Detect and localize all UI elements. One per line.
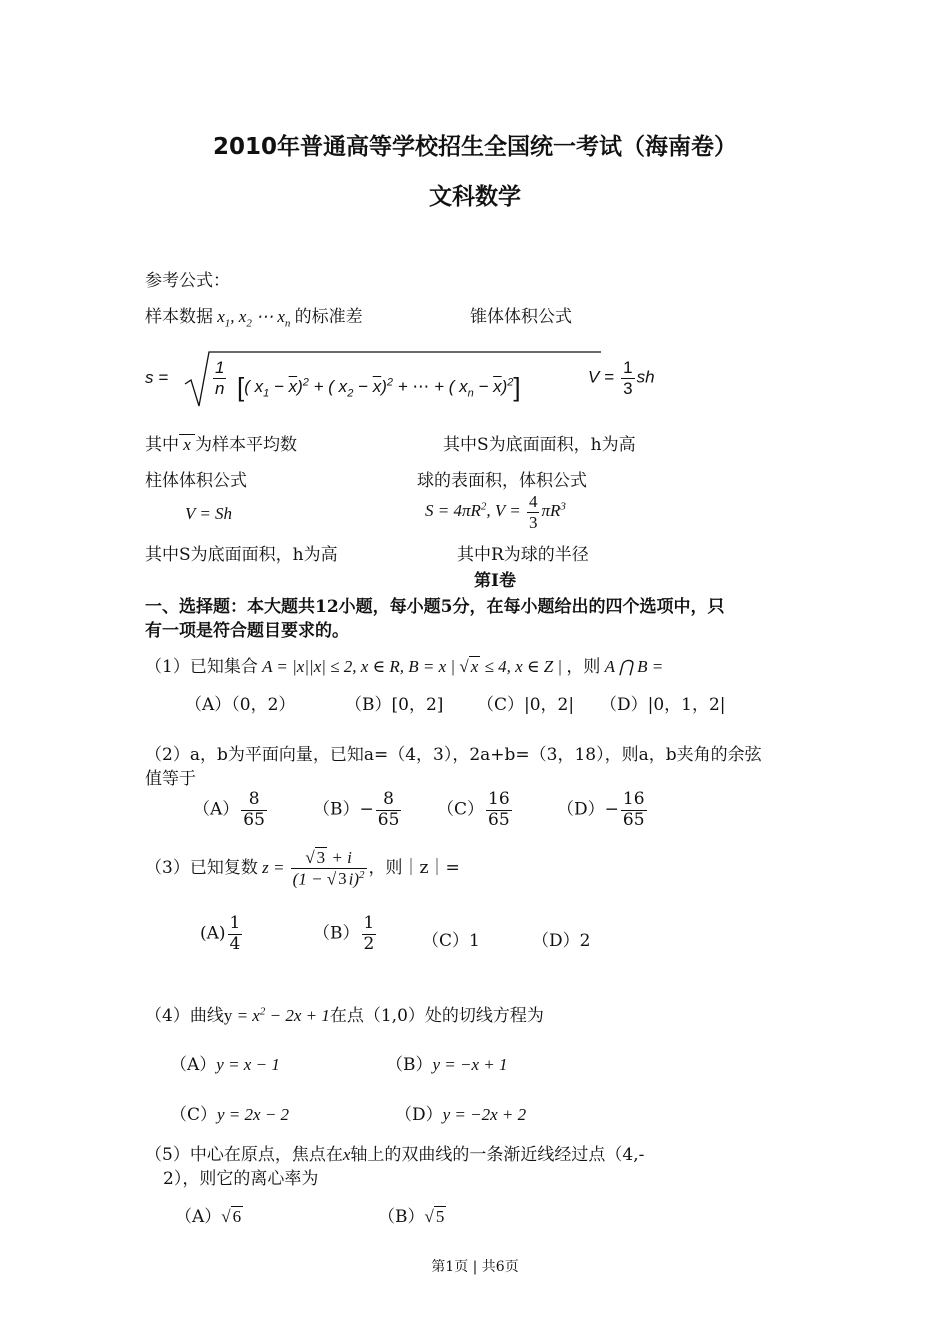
q3-option-a: (A) $\frac{1}{4}$ bbox=[200, 913, 241, 954]
q2-line1: （2）a，b为平面向量，已知a=（4，3），2a+b=（3，18），则a，b夹角的余弦 bbox=[145, 745, 762, 765]
q1-option-b: （B）[0，2] bbox=[345, 695, 444, 715]
instruction-line1: 一、选择题：本大题共12小题，每小题5分，在每小题给出的四个选项中，只 bbox=[145, 597, 725, 617]
sample-std-label: 样本数据 $x_1$, $x_2$ ⋯ $x_n$ 的标准差 bbox=[145, 307, 363, 330]
q5-option-b: （B）√ 5 bbox=[378, 1207, 445, 1227]
sphere-formula: $S = 4\pi R^2$, V = $\frac{4}{3}$ $\pi R^3$ bbox=[425, 492, 566, 532]
instruction-line2: 有一项是符合题目要求的。 bbox=[145, 621, 349, 641]
q3-option-b: （B） $\frac{1}{2}$ bbox=[313, 913, 375, 954]
exam-title: 2010年普通高等学校招生全国统一考试（海南卷） bbox=[212, 134, 737, 160]
cone-formula: V = $\frac{1}{3}$ sh bbox=[588, 358, 655, 398]
sphere-note: 其中R为球的半径 bbox=[457, 545, 589, 565]
q3-stem: （3）已知复数 z = $\frac{√ 3 + i}{(1 - √ 3 i)^2}$ ，则｜z｜= bbox=[145, 848, 460, 889]
q5-option-a: （A）√ 6 bbox=[175, 1207, 242, 1227]
q2-line2: 值等于 bbox=[145, 769, 196, 789]
q3-option-c: （C）1 bbox=[422, 931, 480, 951]
sphere-label: 球的表面积，体积公式 bbox=[417, 471, 587, 491]
xbar-note: 其中 x 为样本平均数 bbox=[145, 435, 298, 455]
q1-option-d: （D）|0，1，2| bbox=[600, 695, 726, 715]
volume-heading: 第I卷 bbox=[474, 571, 516, 591]
exam-subtitle: 文科数学 bbox=[429, 184, 521, 210]
q5-line1: （5）中心在原点，焦点在x轴上的双曲线的一条渐近线经过点（4,- bbox=[145, 1145, 645, 1165]
q2-option-d: （D）− $\frac{16}{65}$ bbox=[557, 789, 645, 830]
cylinder-formula: V = Sh bbox=[185, 504, 233, 523]
q4-option-d: （D）y = −2x + 2 bbox=[395, 1105, 527, 1125]
q4-option-c: （C）y = 2x − 2 bbox=[170, 1105, 290, 1125]
q5-line2: 2），则它的离心率为 bbox=[163, 1169, 319, 1189]
cylinder-note: 其中S为底面面积，h为高 bbox=[145, 545, 338, 565]
q3-option-d: （D）2 bbox=[532, 931, 591, 951]
q4-option-a: （A）y = x − 1 bbox=[170, 1055, 280, 1075]
formula-heading: 参考公式： bbox=[145, 271, 230, 291]
q2-option-c: （C） $\frac{16}{65}$ bbox=[437, 789, 510, 830]
q1-option-c: （C）|0，2| bbox=[477, 695, 575, 715]
q4-option-b: （B）y = −x + 1 bbox=[386, 1055, 508, 1075]
cone-note: 其中S为底面面积，h为高 bbox=[443, 435, 636, 455]
q4-stem: （4）曲线$y = x^2 - 2x + 1$在点（1,0）处的切线方程为 bbox=[145, 1005, 544, 1026]
q1-stem: （1）已知集合 A = |x||x| ≤ 2, x ∈ R, B = x | √ x ≤ 4, x ∈ Z | ，则 A ⋂ B = bbox=[145, 657, 664, 677]
q2-option-b: （B）− $\frac{8}{65}$ bbox=[313, 789, 400, 830]
page-footer: 第1页 | 共6页 bbox=[431, 1259, 519, 1275]
q1-option-a: （A）（0，2） bbox=[185, 695, 296, 715]
cylinder-label: 柱体体积公式 bbox=[145, 471, 247, 491]
q2-option-a: （A） $\frac{8}{65}$ bbox=[193, 789, 265, 830]
cone-label: 锥体体积公式 bbox=[470, 307, 572, 327]
